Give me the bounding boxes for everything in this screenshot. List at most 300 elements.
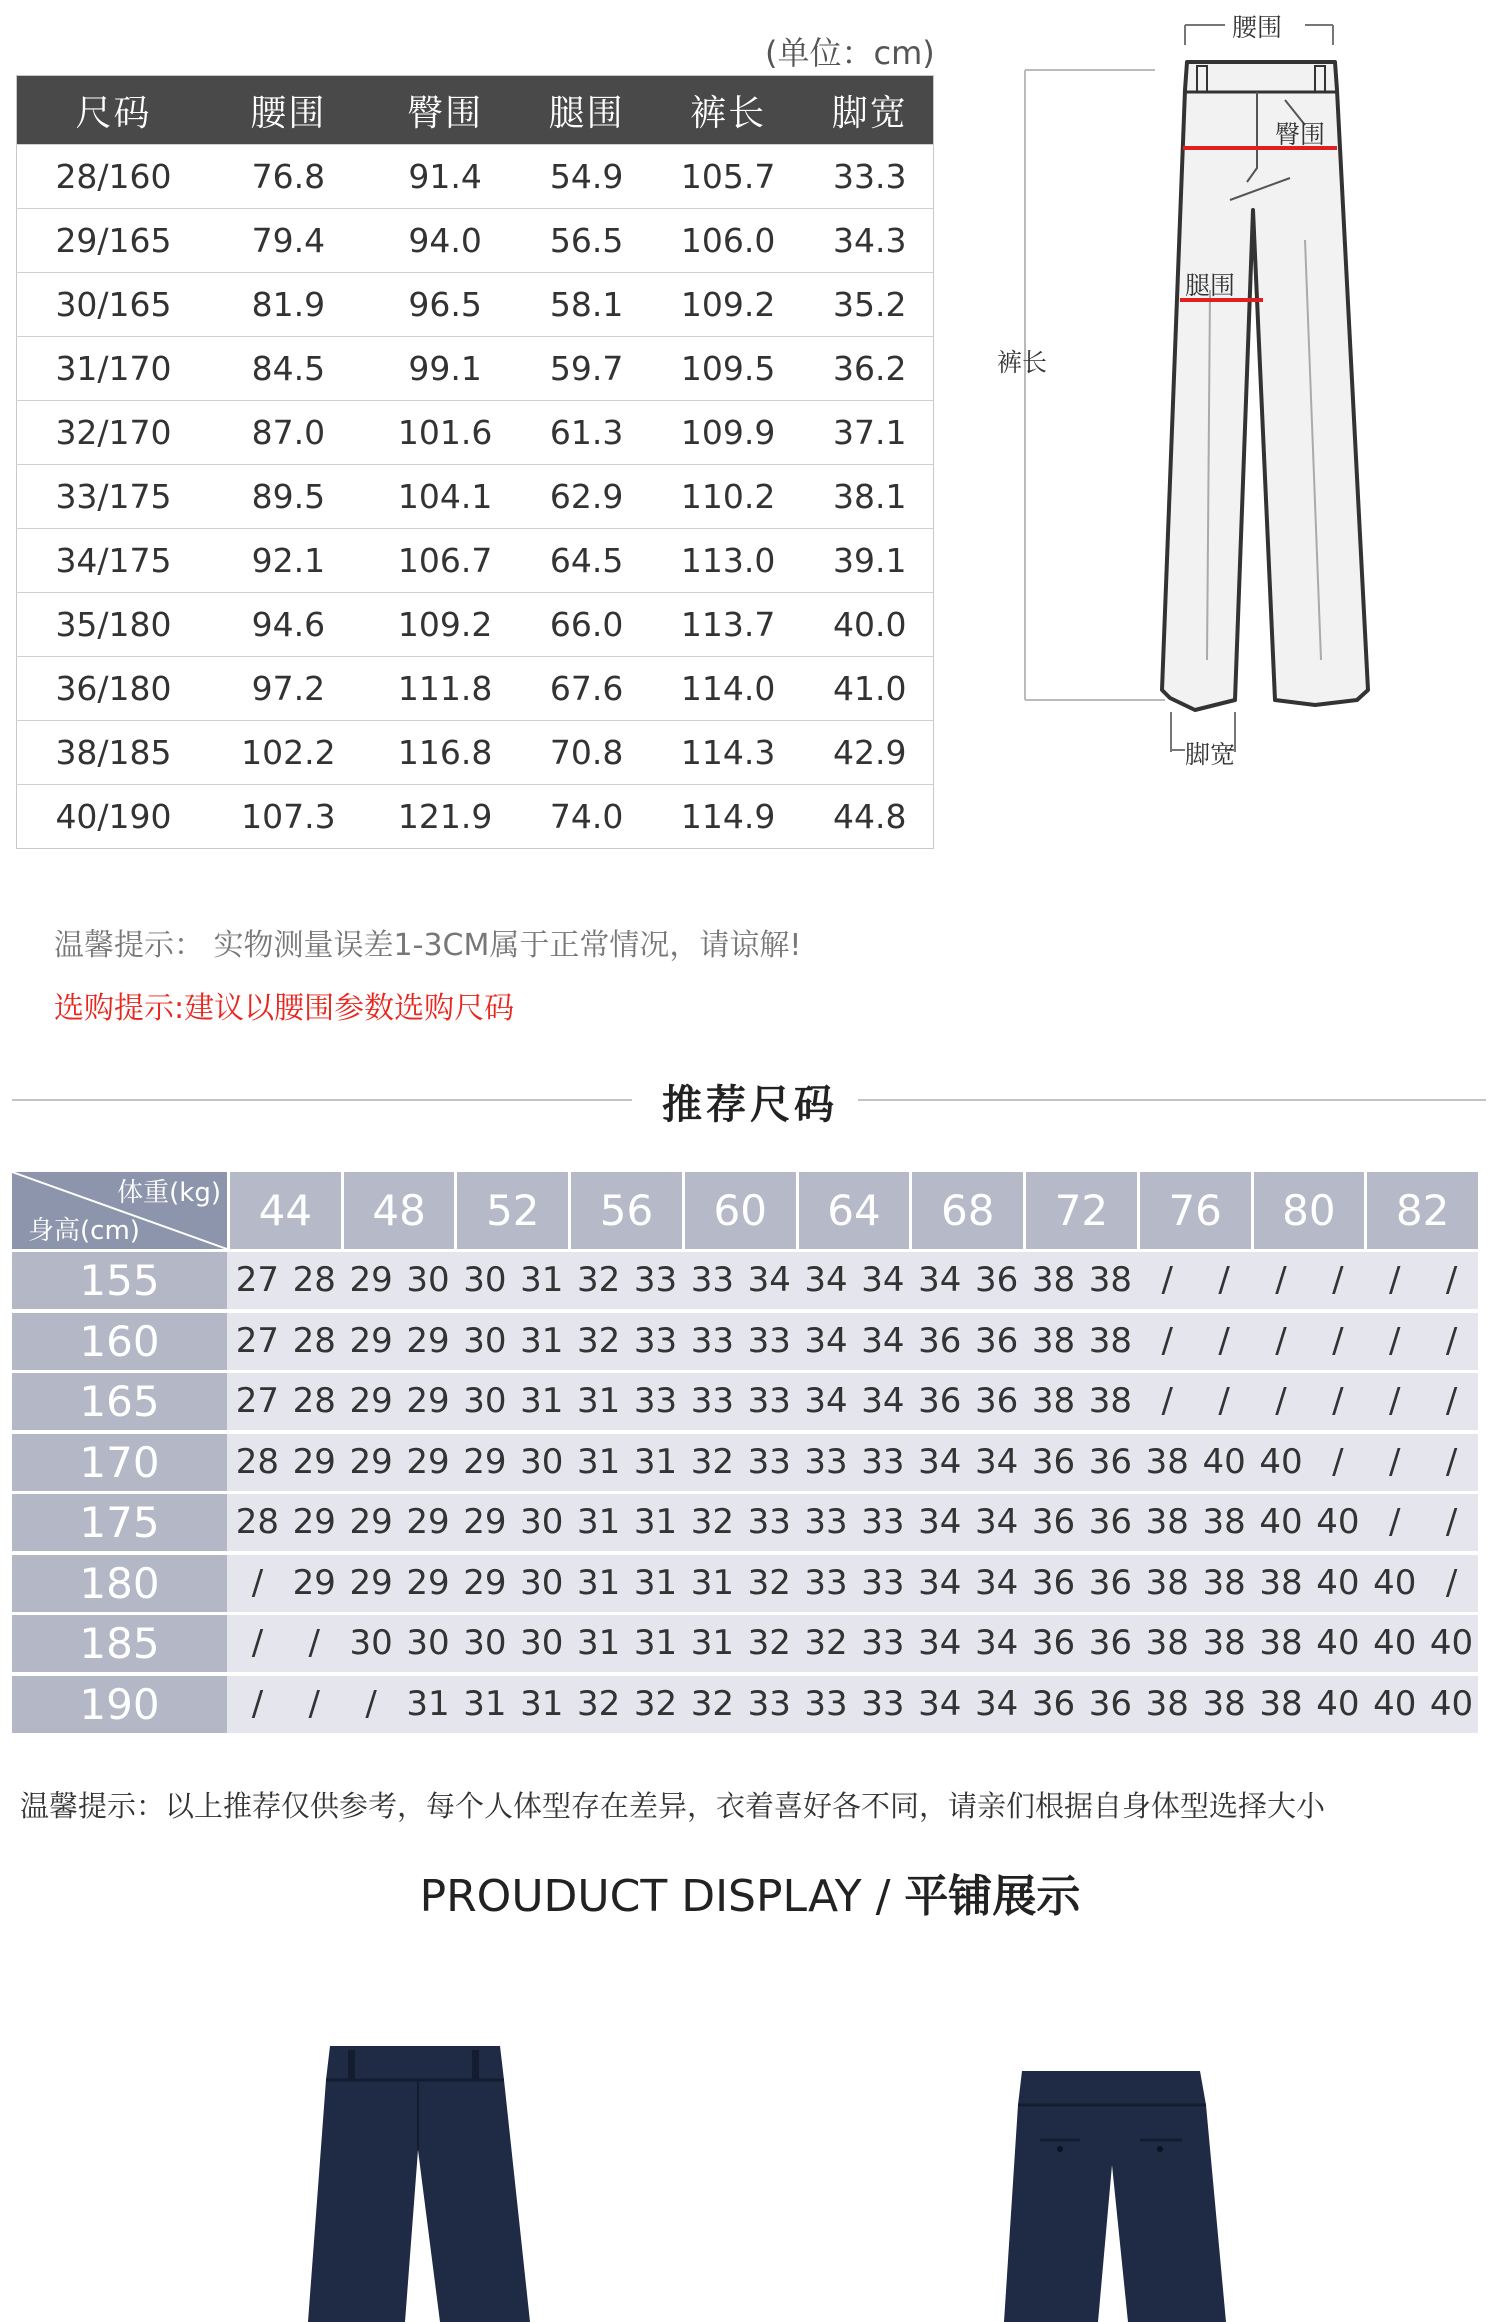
size-cell: 89.5 <box>210 465 367 529</box>
weight-header: 52 <box>457 1172 568 1249</box>
size-value: 34 <box>918 1502 962 1542</box>
size-cell: 61.3 <box>524 401 650 465</box>
size-value: 29 <box>406 1502 450 1542</box>
size-cell: 104.1 <box>367 465 524 529</box>
recommend-grid <box>12 1172 1478 1730</box>
recommend-note: 温馨提示：以上推荐仅供参考，每个人体型存在差异，衣着喜好各不同，请亲们根据自身体型选择大小 <box>20 1789 1326 1823</box>
measure-note: 温馨提示： 实物测量误差1-3CM属于正常情况，请谅解! <box>54 928 802 963</box>
size-value: 40 <box>1373 1683 1417 1724</box>
size-value: / <box>365 1683 377 1724</box>
size-value: 33 <box>861 1502 905 1542</box>
size-cell: 101.6 <box>367 401 524 465</box>
size-value: / <box>308 1623 321 1663</box>
size-value: 29 <box>463 1502 507 1542</box>
size-value: / <box>1445 1260 1458 1300</box>
size-value: 31 <box>690 1562 734 1603</box>
size-value: 38 <box>1202 1683 1246 1724</box>
size-value: 28 <box>292 1260 336 1300</box>
size-value: 27 <box>235 1260 280 1300</box>
size-value: 30 <box>406 1260 450 1300</box>
size-header-cell: 腰围 <box>210 76 367 145</box>
weight-header: 56 <box>571 1172 682 1249</box>
size-value: 38 <box>1031 1381 1076 1421</box>
size-value: 38 <box>1145 1562 1189 1603</box>
size-value: 40 <box>1202 1441 1246 1482</box>
size-cell: 96.5 <box>367 273 524 337</box>
size-value: 34 <box>804 1320 848 1361</box>
table-row <box>17 273 934 337</box>
size-value: 31 <box>633 1562 678 1603</box>
pants-outline-icon <box>985 0 1500 790</box>
size-value: 33 <box>633 1381 678 1421</box>
size-value: 28 <box>235 1441 280 1482</box>
size-value: 31 <box>633 1502 678 1542</box>
size-cell: 40/190 <box>17 785 211 849</box>
size-value: 31 <box>576 1381 621 1421</box>
size-value: 29 <box>349 1502 393 1542</box>
size-value: 29 <box>463 1441 507 1482</box>
size-value: 31 <box>576 1441 621 1482</box>
corner-weight-label: 体重(kg) <box>117 1178 221 1208</box>
table-row <box>17 657 934 721</box>
size-cell: 121.9 <box>367 785 524 849</box>
size-value: / <box>308 1683 321 1724</box>
size-value: 40 <box>1259 1502 1303 1542</box>
size-value: 33 <box>804 1502 848 1542</box>
size-value: / <box>1275 1381 1287 1421</box>
size-value: / <box>1275 1260 1287 1300</box>
size-cell: 33/175 <box>17 465 211 529</box>
size-cell: 58.1 <box>524 273 650 337</box>
weight-header: 72 <box>1026 1172 1137 1249</box>
size-value: 40 <box>1316 1562 1360 1603</box>
size-value: 38 <box>1259 1683 1303 1724</box>
size-value: 36 <box>918 1381 962 1421</box>
size-value: / <box>1332 1260 1344 1300</box>
size-value: 38 <box>1145 1683 1189 1724</box>
size-cell: 116.8 <box>367 721 524 785</box>
weight-header: 80 <box>1254 1172 1365 1249</box>
size-value: 30 <box>463 1260 507 1300</box>
height-header: 155 <box>12 1252 227 1309</box>
size-value: 33 <box>861 1683 905 1724</box>
size-cell: 114.0 <box>650 657 807 721</box>
size-cell: 30/165 <box>17 273 211 337</box>
size-value: 30 <box>520 1441 564 1482</box>
size-header-cell: 裤长 <box>650 76 807 145</box>
size-value: 29 <box>349 1260 393 1300</box>
size-cell: 114.3 <box>650 721 807 785</box>
size-value: 34 <box>804 1381 848 1421</box>
size-value: 36 <box>1031 1441 1076 1482</box>
size-value: 32 <box>747 1562 791 1603</box>
size-cell: 87.0 <box>210 401 367 465</box>
size-cell: 39.1 <box>806 529 933 593</box>
size-value: / <box>1388 1260 1401 1300</box>
size-value: / <box>1275 1320 1287 1361</box>
size-value: 31 <box>520 1320 564 1361</box>
size-cell: 70.8 <box>524 721 650 785</box>
size-value: 29 <box>292 1502 336 1542</box>
size-cell: 67.6 <box>524 657 650 721</box>
size-value: / <box>1218 1381 1230 1421</box>
height-header: 165 <box>12 1373 227 1430</box>
size-value: 38 <box>1088 1320 1133 1361</box>
unit-label: (单位：cm) <box>765 34 935 72</box>
size-value: 40 <box>1373 1623 1417 1663</box>
size-value: 34 <box>918 1683 962 1724</box>
size-value: 34 <box>804 1260 848 1300</box>
size-value: 36 <box>1088 1623 1133 1663</box>
size-value: 36 <box>1031 1683 1076 1724</box>
size-value: 36 <box>975 1320 1019 1361</box>
size-value: / <box>1218 1260 1230 1300</box>
size-value: 38 <box>1145 1441 1189 1482</box>
size-value: 33 <box>633 1320 678 1361</box>
size-cell: 109.5 <box>650 337 807 401</box>
pants-back-image <box>1000 2065 1240 2322</box>
size-value: 40 <box>1259 1441 1303 1482</box>
size-value: 32 <box>804 1623 848 1663</box>
display-title-en: PROUDUCT DISPLAY / <box>419 1871 905 1922</box>
size-value: 32 <box>690 1441 734 1482</box>
size-value: 36 <box>1088 1502 1133 1542</box>
table-row <box>17 465 934 529</box>
size-value: / <box>1161 1381 1173 1421</box>
size-value: / <box>1332 1381 1344 1421</box>
size-value: 34 <box>975 1623 1019 1663</box>
size-value: 38 <box>1202 1502 1246 1542</box>
size-value: 30 <box>463 1381 507 1421</box>
size-value: 29 <box>349 1320 393 1361</box>
size-value: 34 <box>861 1381 905 1421</box>
size-value: / <box>1332 1320 1344 1361</box>
size-value: 32 <box>690 1683 734 1724</box>
size-value: / <box>1161 1260 1173 1300</box>
size-value: / <box>251 1623 264 1663</box>
size-cell: 94.6 <box>210 593 367 657</box>
size-value: 29 <box>463 1562 507 1603</box>
size-cell: 91.4 <box>367 145 524 209</box>
size-header-cell: 脚宽 <box>806 76 933 145</box>
size-value: 28 <box>292 1320 336 1361</box>
size-cell: 36.2 <box>806 337 933 401</box>
size-value: 31 <box>576 1502 621 1542</box>
size-value: / <box>1388 1502 1401 1542</box>
display-title-cn: 平铺展示 <box>904 1871 1081 1922</box>
size-value: 29 <box>349 1381 393 1421</box>
weight-header: 82 <box>1367 1172 1478 1249</box>
size-value: 31 <box>576 1623 621 1663</box>
size-value: 32 <box>576 1683 621 1724</box>
size-value: 33 <box>804 1562 848 1603</box>
size-value: 36 <box>1088 1441 1133 1482</box>
size-value: 34 <box>747 1260 791 1300</box>
size-cell: 94.0 <box>367 209 524 273</box>
size-value: 31 <box>520 1683 564 1724</box>
size-cell: 28/160 <box>17 145 211 209</box>
size-header-cell: 腿围 <box>524 76 650 145</box>
size-value: 38 <box>1088 1260 1133 1300</box>
size-cell: 113.7 <box>650 593 807 657</box>
size-value: 38 <box>1031 1320 1076 1361</box>
size-value: 31 <box>690 1623 734 1663</box>
height-header: 170 <box>12 1434 227 1491</box>
size-value: 28 <box>292 1381 336 1421</box>
height-header: 180 <box>12 1555 227 1612</box>
size-value: 29 <box>406 1441 450 1482</box>
size-value: 34 <box>918 1623 962 1663</box>
height-header: 190 <box>12 1676 227 1733</box>
size-value: 33 <box>804 1683 848 1724</box>
size-value: 31 <box>520 1260 564 1300</box>
size-value: 33 <box>804 1441 848 1482</box>
size-cell: 92.1 <box>210 529 367 593</box>
size-cell: 29/165 <box>17 209 211 273</box>
size-cell: 74.0 <box>524 785 650 849</box>
buy-note: 选购提示:建议以腰围参数选购尺码 <box>54 991 515 1026</box>
size-cell: 109.2 <box>367 593 524 657</box>
size-header-cell: 臀围 <box>367 76 524 145</box>
size-value: 34 <box>918 1441 962 1482</box>
height-header: 175 <box>12 1494 227 1551</box>
height-header: 160 <box>12 1313 227 1370</box>
size-value: 34 <box>861 1320 905 1361</box>
size-cell: 114.9 <box>650 785 807 849</box>
size-value: 38 <box>1259 1623 1303 1663</box>
size-cell: 113.0 <box>650 529 807 593</box>
size-value: 40 <box>1373 1562 1417 1603</box>
size-value: 29 <box>406 1562 450 1603</box>
size-value: 32 <box>576 1260 621 1300</box>
size-cell: 33.3 <box>806 145 933 209</box>
table-row <box>17 401 934 465</box>
size-value: 30 <box>349 1623 393 1663</box>
size-value: 30 <box>463 1320 507 1361</box>
size-value: 33 <box>747 1381 791 1421</box>
size-cell: 76.8 <box>210 145 367 209</box>
size-value: 31 <box>633 1623 678 1663</box>
size-value: 31 <box>576 1562 621 1603</box>
size-cell: 37.1 <box>806 401 933 465</box>
size-value: 33 <box>690 1260 734 1300</box>
size-value: 36 <box>975 1381 1019 1421</box>
table-row <box>17 593 934 657</box>
size-cell: 79.4 <box>210 209 367 273</box>
size-value: 36 <box>1031 1562 1076 1603</box>
size-value: 38 <box>1145 1502 1189 1542</box>
size-cell: 38.1 <box>806 465 933 529</box>
size-cell: 84.5 <box>210 337 367 401</box>
table-row <box>17 145 934 209</box>
size-value: / <box>1445 1502 1458 1542</box>
size-cell: 66.0 <box>524 593 650 657</box>
size-cell: 97.2 <box>210 657 367 721</box>
size-value: 30 <box>463 1623 507 1663</box>
size-table-header <box>17 76 934 145</box>
size-value: / <box>251 1562 264 1603</box>
weight-header: 64 <box>799 1172 910 1249</box>
size-cell: 34.3 <box>806 209 933 273</box>
size-cell: 42.9 <box>806 721 933 785</box>
size-cell: 44.8 <box>806 785 933 849</box>
size-cell: 35.2 <box>806 273 933 337</box>
size-value: 30 <box>406 1623 450 1663</box>
size-cell: 40.0 <box>806 593 933 657</box>
size-value: 34 <box>975 1502 1019 1542</box>
size-value: 32 <box>633 1683 678 1724</box>
size-value: 36 <box>1088 1562 1133 1603</box>
weight-header: 76 <box>1140 1172 1251 1249</box>
size-value: / <box>1388 1320 1401 1361</box>
size-value: / <box>1445 1562 1458 1603</box>
size-table <box>16 75 934 849</box>
size-value: 34 <box>975 1562 1019 1603</box>
size-value: 40 <box>1316 1502 1360 1542</box>
size-cell: 36/180 <box>17 657 211 721</box>
height-header: 185 <box>12 1615 227 1672</box>
size-cell: 99.1 <box>367 337 524 401</box>
size-value: / <box>1161 1320 1173 1361</box>
size-cell: 64.5 <box>524 529 650 593</box>
size-value: 36 <box>1031 1502 1076 1542</box>
size-value: 31 <box>406 1683 450 1724</box>
table-row <box>17 529 934 593</box>
size-cell: 62.9 <box>524 465 650 529</box>
size-value: 33 <box>861 1562 905 1603</box>
size-value: / <box>1388 1441 1401 1482</box>
size-value: 38 <box>1031 1260 1076 1300</box>
length-label: 裤长 <box>997 348 1048 377</box>
size-value: 33 <box>747 1441 791 1482</box>
corner-height-label: 身高(cm) <box>28 1216 140 1246</box>
size-value: 38 <box>1202 1562 1246 1603</box>
size-value: 34 <box>918 1260 962 1300</box>
size-value: 36 <box>975 1260 1019 1300</box>
size-value: 27 <box>235 1381 280 1421</box>
size-value: 34 <box>861 1260 905 1300</box>
size-cell: 56.5 <box>524 209 650 273</box>
size-value: 36 <box>918 1320 962 1361</box>
size-cell: 81.9 <box>210 273 367 337</box>
table-row <box>17 337 934 401</box>
size-value: 33 <box>747 1502 791 1542</box>
size-value: 29 <box>406 1320 450 1361</box>
size-value: / <box>1388 1381 1401 1421</box>
size-value: 30 <box>520 1502 564 1542</box>
grid-corner <box>12 1172 227 1249</box>
size-cell: 106.7 <box>367 529 524 593</box>
size-value: 32 <box>576 1320 621 1361</box>
size-value: 36 <box>1031 1623 1076 1663</box>
size-cell: 109.2 <box>650 273 807 337</box>
size-value: 34 <box>918 1562 962 1603</box>
size-value: 40 <box>1316 1623 1360 1663</box>
size-cell: 32/170 <box>17 401 211 465</box>
size-cell: 102.2 <box>210 721 367 785</box>
size-value: 29 <box>292 1562 336 1603</box>
size-value: 33 <box>633 1260 678 1300</box>
size-cell: 111.8 <box>367 657 524 721</box>
size-value: 29 <box>349 1562 393 1603</box>
size-value: 29 <box>406 1381 450 1421</box>
size-value: 40 <box>1316 1683 1360 1724</box>
size-value: 32 <box>690 1502 734 1542</box>
size-value: 36 <box>1088 1683 1133 1724</box>
size-value: 38 <box>1202 1623 1246 1663</box>
size-cell: 106.0 <box>650 209 807 273</box>
size-value: 31 <box>463 1683 507 1724</box>
size-value: 33 <box>861 1623 905 1663</box>
weight-header: 68 <box>912 1172 1023 1249</box>
size-value: / <box>251 1683 264 1724</box>
size-value: 40 <box>1429 1623 1474 1663</box>
size-value: / <box>1445 1320 1458 1361</box>
table-row <box>17 721 934 785</box>
size-value: 29 <box>349 1441 393 1482</box>
size-cell: 109.9 <box>650 401 807 465</box>
size-cell: 41.0 <box>806 657 933 721</box>
pants-front-image <box>300 2040 540 2322</box>
size-cell: 38/185 <box>17 721 211 785</box>
display-title <box>0 1860 1500 1924</box>
size-value: / <box>1332 1441 1344 1482</box>
size-value: 33 <box>747 1683 791 1724</box>
size-value: 34 <box>975 1683 1019 1724</box>
size-value: 38 <box>1145 1623 1189 1663</box>
size-value: 34 <box>975 1441 1019 1482</box>
hem-label: 脚宽 <box>1185 740 1236 769</box>
size-value: / <box>1445 1381 1458 1421</box>
size-cell: 105.7 <box>650 145 807 209</box>
waist-label: 腰围 <box>1232 13 1283 42</box>
size-value: 38 <box>1259 1562 1303 1603</box>
size-value: 30 <box>520 1562 564 1603</box>
size-header-cell: 尺码 <box>17 76 211 145</box>
weight-header: 44 <box>230 1172 341 1249</box>
size-cell: 110.2 <box>650 465 807 529</box>
size-cell: 31/170 <box>17 337 211 401</box>
size-value: 32 <box>747 1623 791 1663</box>
size-cell: 35/180 <box>17 593 211 657</box>
size-value: 27 <box>235 1320 280 1361</box>
size-value: 33 <box>690 1381 734 1421</box>
size-cell: 107.3 <box>210 785 367 849</box>
size-value: 28 <box>235 1502 280 1542</box>
size-cell: 54.9 <box>524 145 650 209</box>
hip-label: 臀围 <box>1275 120 1326 149</box>
size-value: 31 <box>633 1441 678 1482</box>
table-row <box>17 785 934 849</box>
size-value: / <box>1218 1320 1230 1361</box>
table-row <box>17 209 934 273</box>
weight-header: 48 <box>344 1172 455 1249</box>
recommend-title: 推荐尺码 <box>662 1082 838 1128</box>
size-cell: 59.7 <box>524 337 650 401</box>
size-value: 29 <box>292 1441 336 1482</box>
weight-header: 60 <box>685 1172 796 1249</box>
size-cell: 34/175 <box>17 529 211 593</box>
thigh-label: 腿围 <box>1185 271 1236 300</box>
size-value: 33 <box>747 1320 791 1361</box>
size-value: 33 <box>861 1441 905 1482</box>
size-value: 33 <box>690 1320 734 1361</box>
pants-diagram <box>985 0 1500 790</box>
size-value: / <box>1445 1441 1458 1482</box>
size-value: 30 <box>520 1623 564 1663</box>
size-value: 31 <box>520 1381 564 1421</box>
size-value: 38 <box>1088 1381 1133 1421</box>
